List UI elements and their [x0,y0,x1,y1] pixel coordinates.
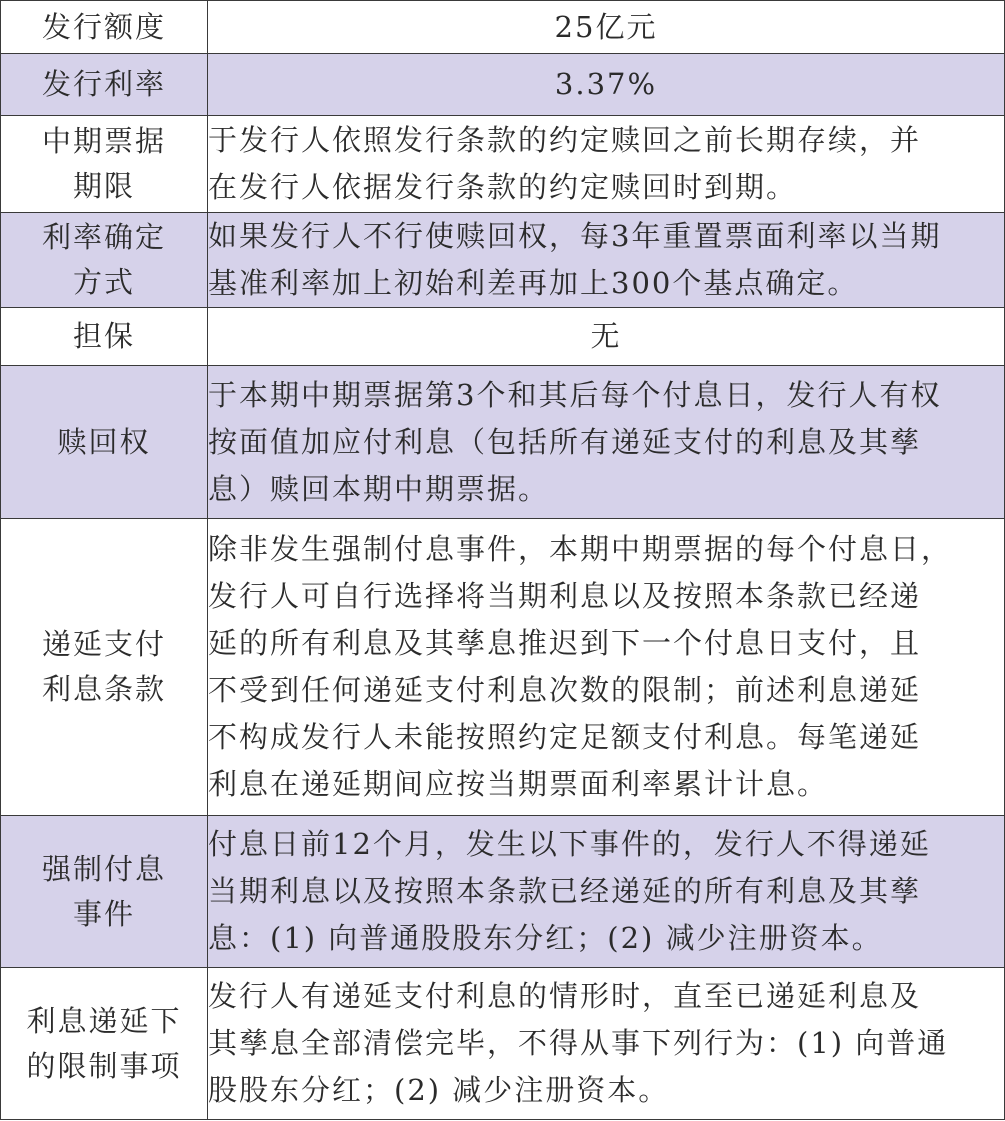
row-value-redemption-right: 于本期中期票据第3个和其后每个付息日，发行人有权 按面值加应付利息（包括所有递延支付的利息及其孳 息）赎回本期中期票据。 [208,366,1005,519]
row-label-redemption-right: 赎回权 [1,366,208,519]
row-label-mandatory-payment-event: 强制付息 事件 [1,816,208,968]
row-label-deferral-clause: 递延支付 利息条款 [1,519,208,816]
row-value-issue-amount: 25亿元 [208,1,1005,54]
row-value-issue-rate: 3.37% [208,54,1005,116]
row-value-mandatory-payment-event: 付息日前12个月，发生以下事件的，发行人不得递延 当期利息以及按照本条款已经递延的所有利息及其孳 息：(1) 向普通股股东分红；(2) 减少注册资本。 [208,816,1005,968]
table-row [1,366,1005,519]
row-value-guarantee: 无 [208,308,1005,366]
table-row [1,968,1005,1120]
table-row [1,816,1005,968]
row-label-note-term: 中期票据 期限 [1,116,208,213]
table-row [1,54,1005,116]
row-value-deferral-clause: 除非发生强制付息事件，本期中期票据的每个付息日， 发行人可自行选择将当期利息以及按照本条款已经递 延的所有利息及其孳息推迟到下一个付息日支付，且 不受到任何递延支付利息次数的限制；前述利息递延 不构成发行人未能按照约定足额支付利息。每笔递延 利息在递延期间应按当期票面利率累计计息。 [208,519,1005,816]
row-label-issue-amount: 发行额度 [1,1,208,54]
table-row [1,519,1005,816]
row-value-deferral-restrictions: 发行人有递延支付利息的情形时，直至已递延利息及 其孳息全部清偿完毕，不得从事下列行为：(1) 向普通 股股东分红；(2) 减少注册资本。 [208,968,1005,1120]
row-label-deferral-restrictions: 利息递延下 的限制事项 [1,968,208,1120]
table-row [1,308,1005,366]
row-value-rate-method: 如果发行人不行使赎回权，每3年重置票面利率以当期 基准利率加上初始利差再加上300个基点确定。 [208,213,1005,308]
table-row [1,1,1005,54]
row-label-guarantee: 担保 [1,308,208,366]
table-row [1,116,1005,213]
row-value-note-term: 于发行人依照发行条款的约定赎回之前长期存续，并 在发行人依据发行条款的约定赎回时到期。 [208,116,1005,213]
row-label-rate-method: 利率确定 方式 [1,213,208,308]
table-row [1,213,1005,308]
row-label-issue-rate: 发行利率 [1,54,208,116]
